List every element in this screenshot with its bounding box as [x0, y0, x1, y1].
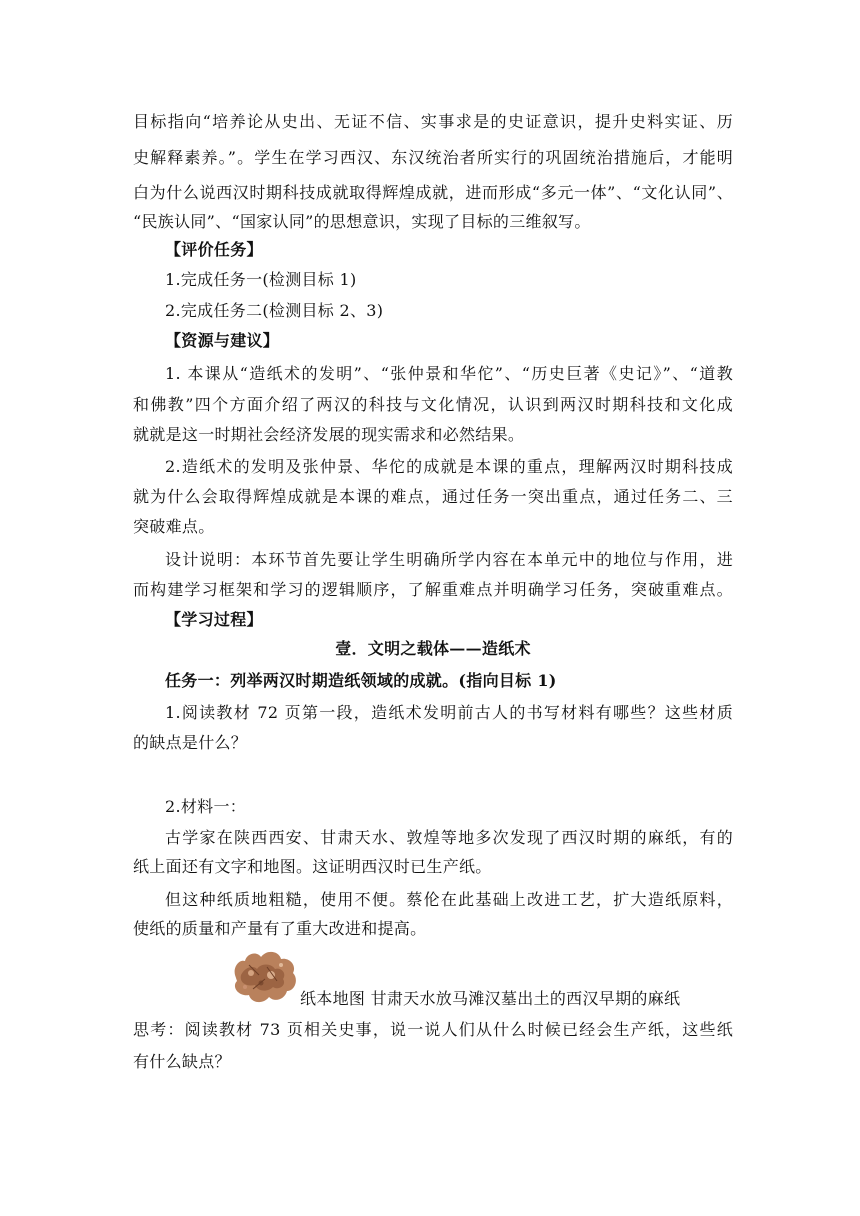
material-1-line-1: 古学家在陕西西安、甘肃天水、敦煌等地多次发现了西汉时期的麻纸，有的 [165, 828, 733, 847]
task1-title: 任务一：列举两汉时期造纸领域的成就。(指向目标 1) [165, 671, 557, 690]
evaluation-heading: 【评价任务】 [165, 240, 263, 259]
evaluation-item-1: 1.完成任务一(检测目标 1) [165, 270, 357, 289]
resources-p2-line-3: 突破难点。 [133, 517, 215, 536]
resources-p3-line-2: 而构建学习框架和学习的逻辑顺序，了解重难点并明确学习任务，突破重难点。 [133, 580, 733, 599]
section-title: 壹．文明之载体——造纸术 [335, 639, 531, 658]
intro-line-4: “民族认同”、“国家认同”的思想意识，实现了目标的三维叙写。 [133, 212, 591, 231]
intro-line-3: 白为什么说西汉时期科技成就取得辉煌成就，进而形成“多元一体”、“文化认同”、 [133, 183, 733, 202]
resources-p2-line-1: 2.造纸术的发明及张仲景、华佗的成就是本课的重点，理解两汉时期科技成 [165, 457, 733, 476]
question-1-line-1: 1.阅读教材 72 页第一段，造纸术发明前古人的书写材料有哪些？这些材质 [165, 703, 733, 722]
intro-line-2: 史解释素养。”。学生在学习西汉、东汉统治者所实行的巩固统治措施后，才能明 [133, 148, 733, 167]
hemp-paper-map-image [231, 945, 299, 1007]
think-line-1: 思考：阅读教材 73 页相关史事，说一说人们从什么时候已经会生产纸，这些纸 [133, 1020, 733, 1039]
question-1-line-2: 的缺点是什么？ [133, 733, 248, 752]
material-2-line-2: 使纸的质量和产量有了重大改进和提高。 [133, 919, 427, 938]
figure-caption: 纸本地图 甘肃天水放马滩汉墓出土的西汉早期的麻纸 [300, 989, 681, 1008]
material-2-line-1: 但这种纸质地粗糙，使用不便。蔡伦在此基础上改进工艺，扩大造纸原料， [165, 890, 733, 909]
resources-p2-line-2: 就为什么会取得辉煌成就是本课的难点，通过任务一突出重点，通过任务二、三 [133, 487, 733, 506]
think-line-2: 有什么缺点？ [133, 1052, 231, 1071]
resources-p1-line-1: 1. 本课从“造纸术的发明”、“张仲景和华佗”、“历史巨著《史记》”、“道教 [165, 364, 733, 383]
intro-line-1: 目标指向“培养论从史出、无证不信、实事求是的史证意识，提升史料实证、历 [133, 112, 733, 131]
resources-p1-line-3: 就就是这一时期社会经济发展的现实需求和必然结果。 [133, 425, 525, 444]
resources-p1-line-2: 和佛教”四个方面介绍了两汉的科技与文化情况，认识到两汉时期科技和文化成 [133, 395, 733, 414]
resources-heading: 【资源与建议】 [165, 331, 280, 350]
question-2-label: 2.材料一： [165, 797, 247, 816]
evaluation-item-2: 2.完成任务二(检测目标 2、3) [165, 301, 384, 320]
process-heading: 【学习过程】 [165, 610, 263, 629]
resources-p3-line-1: 设计说明：本环节首先要让学生明确所学内容在本单元中的地位与作用，进 [165, 550, 733, 569]
material-1-line-2: 纸上面还有文字和地图。这证明西汉时已生产纸。 [133, 857, 492, 876]
